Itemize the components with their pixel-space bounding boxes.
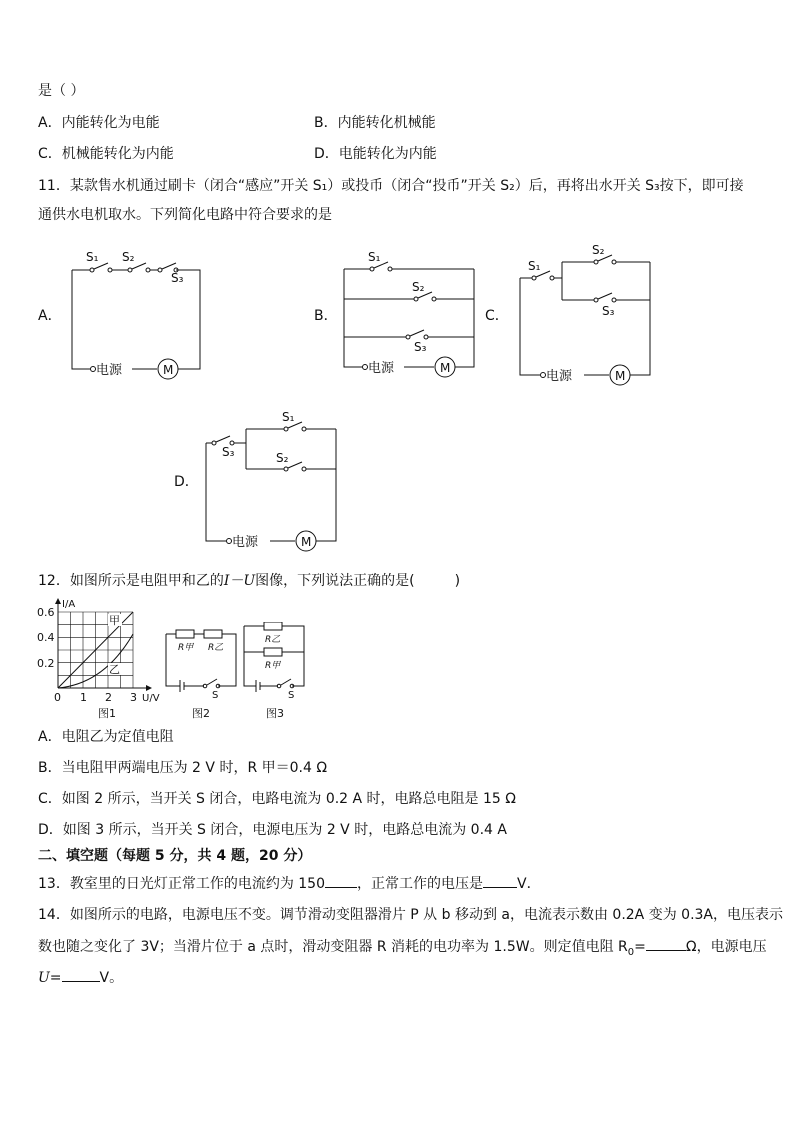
q14-blank-u[interactable]: [62, 967, 100, 982]
q12-option-c: C．如图 2 所示，当开关 S 闭合，电路电流为 0.2 A 时，电路总电阻是 15 Ω: [38, 791, 516, 807]
circuit-d-diagram: [196, 405, 346, 555]
circuit-d-s3: S₃: [222, 445, 235, 459]
q12-label-jia: 甲: [109, 614, 120, 627]
circuit-c-s3: S₃: [602, 304, 615, 318]
circuit-b-s3: S₃: [414, 340, 427, 354]
section2-heading: 二、填空题（每题 5 分，共 4 题，20 分）: [38, 848, 312, 864]
circuit-a-s1: S₁: [86, 250, 99, 264]
circuit-d-source-label: 电源: [232, 535, 259, 550]
q14-line3: U= V。: [38, 967, 123, 988]
q12-fig2-caption: 图2: [192, 707, 210, 720]
circuit-b-label: B．: [314, 308, 338, 324]
svg-text:M: M: [440, 361, 451, 375]
q12-option-b: B．当电阻甲两端电压为 2 V 时，R 甲＝0.4 Ω: [38, 760, 328, 776]
svg-text:M: M: [615, 369, 626, 383]
circuit-a-diagram: [60, 245, 210, 385]
q12-fig1-caption: 图1: [98, 707, 116, 720]
q12-fig3-switch: S: [288, 690, 295, 701]
q12-fig1-ytick-0.2: 0.2: [37, 657, 55, 670]
q10-option-a: A．内能转化为电能: [38, 115, 160, 131]
circuit-b-s1: S₁: [368, 250, 381, 264]
q13-blank-1[interactable]: [325, 873, 357, 888]
q12-fig2-r-yi: R乙: [208, 643, 224, 653]
svg-text:M: M: [163, 363, 174, 377]
q12-label-yi: 乙: [109, 663, 120, 676]
q12-fig1-iu-graph: [34, 596, 174, 722]
circuit-b-s2: S₂: [412, 280, 425, 294]
circuit-a-s3: S₃: [171, 271, 184, 285]
q10-option-c: C．机械能转化为内能: [38, 146, 174, 162]
circuit-c-s1: S₁: [528, 259, 541, 273]
circuit-c-diagram: [510, 240, 660, 390]
circuit-c-s2: S₂: [592, 243, 605, 257]
q12-fig2-r-jia: R甲: [178, 643, 194, 653]
circuit-b-diagram: [334, 245, 484, 385]
q12-stem: 12．如图所示是电阻甲和乙的I－U图像，下列说法正确的是( ): [38, 573, 461, 589]
q12-option-a: A．电阻乙为定值电阻: [38, 729, 174, 745]
q12-fig1-y-label: I/A: [62, 599, 76, 610]
q12-fig3-parallel-circuit: [236, 622, 316, 722]
circuit-c-label: C．: [485, 308, 509, 324]
circuit-a-label: A．: [38, 308, 62, 324]
q12-fig3-r-yi: R乙: [265, 635, 281, 645]
svg-text:M: M: [301, 535, 312, 549]
q12-fig1-xtick-0: 0: [54, 691, 61, 704]
circuit-c-source-label: 电源: [546, 369, 573, 384]
q10-stem-end: 是（ ）: [38, 83, 85, 99]
q14-line2: 数也随之变化了 3V；当滑片位于 a 点时，滑动变阻器 R 消耗的电功率为 1.5W。则定值电阻 $R_0= \Omega$，电源电压: [38, 936, 767, 963]
q14-blank-r0[interactable]: [646, 936, 686, 951]
q12-option-d: D．如图 3 所示，当开关 S 闭合，电源电压为 2 V 时，电路总电流为 0.4 A: [38, 822, 507, 838]
circuit-d-s2: S₂: [276, 451, 289, 465]
q12-fig1-xtick-2: 2: [105, 691, 112, 704]
q13-blank-2[interactable]: [483, 873, 517, 888]
circuit-d-label: D．: [174, 474, 199, 490]
q10-option-d: D．电能转化为内能: [314, 146, 437, 162]
q12-fig1-ytick-0.6: 0.6: [37, 606, 55, 619]
q12-fig1-xtick-3: 3: [130, 691, 137, 704]
q13-text: 13．教室里的日光灯正常工作的电流约为 150 ，正常工作的电压是 V．: [38, 873, 541, 894]
q12-fig1-xtick-1: 1: [80, 691, 87, 704]
q12-fig3-caption: 图3: [266, 707, 284, 720]
q12-fig1-x-label: U/V: [142, 693, 160, 704]
q11-stem-line2: 通供水电机取水。下列简化电路中符合要求的是: [38, 207, 332, 223]
circuit-d-s1: S₁: [282, 410, 295, 424]
q12-fig1-ytick-0.4: 0.4: [37, 631, 55, 644]
q12-fig3-r-jia: R甲: [265, 661, 281, 671]
q12-fig2-switch: S: [212, 690, 219, 701]
q12-fig2-series-circuit: [160, 622, 242, 722]
q11-stem-line1: 11．某款售水机通过刷卡（闭合“感应”开关 S₁）或投币（闭合“投币”开关 S₂）后，再将出水开关 S₃按下，即可接: [38, 178, 744, 194]
circuit-b-source-label: 电源: [368, 361, 395, 376]
q10-option-b: B．内能转化机械能: [314, 115, 436, 131]
circuit-a-source-label: 电源: [96, 363, 123, 378]
circuit-a-s2: S₂: [122, 250, 135, 264]
q14-line1: 14．如图所示的电路，电源电压不变。调节滑动变阻器滑片 P 从 b 移动到 a，电流表示数由 0.2A 变为 0.3A，电压表示: [38, 907, 784, 923]
